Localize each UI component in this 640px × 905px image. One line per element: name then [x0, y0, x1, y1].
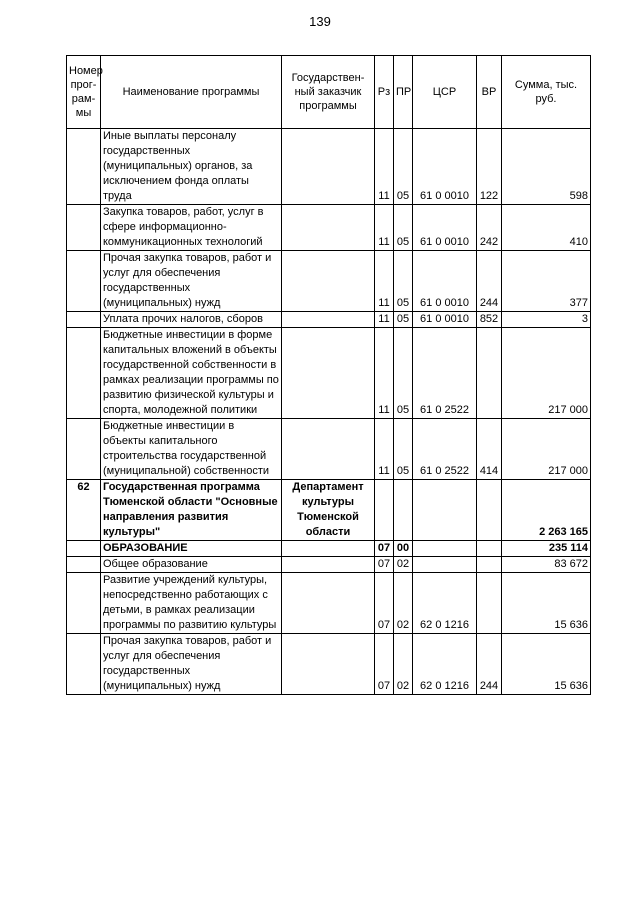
cell-sum: 15 636	[502, 573, 591, 634]
cell-vr	[477, 573, 502, 634]
cell-rz: 11	[375, 328, 394, 419]
cell-csr	[413, 480, 477, 541]
cell-sum: 598	[502, 129, 591, 205]
cell-rz: 07	[375, 541, 394, 557]
cell-csr: 62 0 1216	[413, 573, 477, 634]
cell-vr: 122	[477, 129, 502, 205]
cell-vr	[477, 328, 502, 419]
cell-rz: 11	[375, 251, 394, 312]
cell-pr: 05	[394, 328, 413, 419]
table-row	[67, 419, 591, 480]
table-row	[67, 312, 591, 328]
table-row	[67, 634, 591, 695]
cell-pr: 05	[394, 312, 413, 328]
cell-sum: 377	[502, 251, 591, 312]
budget-table	[66, 55, 591, 695]
cell-rz: 07	[375, 573, 394, 634]
cell-num	[67, 205, 101, 251]
cell-customer: Департамент культуры Тюменской области	[282, 480, 375, 541]
cell-vr	[477, 480, 502, 541]
cell-csr: 61 0 0010	[413, 129, 477, 205]
cell-num	[67, 557, 101, 573]
cell-rz: 07	[375, 557, 394, 573]
cell-pr: 02	[394, 557, 413, 573]
table-row	[67, 205, 591, 251]
cell-num	[67, 573, 101, 634]
cell-pr: 02	[394, 573, 413, 634]
cell-pr: 02	[394, 634, 413, 695]
cell-vr: 852	[477, 312, 502, 328]
header-pr: ПР	[394, 56, 413, 129]
cell-csr: 61 0 0010	[413, 312, 477, 328]
cell-vr	[477, 557, 502, 573]
cell-customer	[282, 129, 375, 205]
cell-name: Прочая закупка товаров, работ и услуг для обеспечения государственных (муниципальных) нужд	[101, 251, 282, 312]
cell-name: Бюджетные инвестиции в объекты капитального строительства государственной (муниципальной) собственности	[101, 419, 282, 480]
header-csr: ЦСР	[413, 56, 477, 129]
header-rz: Рз	[375, 56, 394, 129]
cell-sum: 235 114	[502, 541, 591, 557]
cell-name: Закупка товаров, работ, услуг в сфере информационно-коммуникационных технологий	[101, 205, 282, 251]
cell-name: ОБРАЗОВАНИЕ	[101, 541, 282, 557]
cell-pr: 05	[394, 129, 413, 205]
cell-sum: 217 000	[502, 419, 591, 480]
cell-customer	[282, 205, 375, 251]
cell-vr	[477, 541, 502, 557]
cell-sum: 410	[502, 205, 591, 251]
cell-customer	[282, 573, 375, 634]
cell-customer	[282, 312, 375, 328]
cell-num	[67, 312, 101, 328]
cell-csr: 62 0 1216	[413, 634, 477, 695]
cell-pr: 00	[394, 541, 413, 557]
table-row	[67, 480, 591, 541]
cell-vr: 244	[477, 634, 502, 695]
cell-customer	[282, 251, 375, 312]
cell-name: Прочая закупка товаров, работ и услуг для обеспечения государственных (муниципальных) нужд	[101, 634, 282, 695]
table-row	[67, 573, 591, 634]
cell-num: 62	[67, 480, 101, 541]
table-row	[67, 541, 591, 557]
cell-vr: 244	[477, 251, 502, 312]
cell-rz: 11	[375, 205, 394, 251]
table-body	[67, 129, 591, 695]
header-num: Номер прог-рам-мы	[67, 56, 101, 129]
cell-customer	[282, 419, 375, 480]
cell-rz: 11	[375, 312, 394, 328]
cell-rz: 11	[375, 129, 394, 205]
cell-num	[67, 328, 101, 419]
cell-num	[67, 419, 101, 480]
cell-csr	[413, 557, 477, 573]
header-name: Наименование программы	[101, 56, 282, 129]
cell-sum: 15 636	[502, 634, 591, 695]
header-vr: ВР	[477, 56, 502, 129]
cell-customer	[282, 634, 375, 695]
cell-name: Развитие учреждений культуры, непосредственно работающих с детьми, в рамках реализации программы по развитию культуры	[101, 573, 282, 634]
cell-sum: 217 000	[502, 328, 591, 419]
cell-sum: 2 263 165	[502, 480, 591, 541]
cell-name: Уплата прочих налогов, сборов	[101, 312, 282, 328]
header-customer: Государствен-ный заказчик программы	[282, 56, 375, 129]
cell-rz: 11	[375, 419, 394, 480]
cell-pr: 05	[394, 419, 413, 480]
cell-customer	[282, 541, 375, 557]
cell-num	[67, 541, 101, 557]
cell-csr: 61 0 0010	[413, 205, 477, 251]
cell-customer	[282, 328, 375, 419]
cell-rz	[375, 480, 394, 541]
cell-csr: 61 0 2522	[413, 328, 477, 419]
cell-sum: 83 672	[502, 557, 591, 573]
cell-customer	[282, 557, 375, 573]
page-number: 139	[309, 14, 331, 29]
cell-vr: 414	[477, 419, 502, 480]
cell-name: Государственная программа Тюменской области "Основные направления развития культуры"	[101, 480, 282, 541]
cell-name: Общее образование	[101, 557, 282, 573]
cell-num	[67, 129, 101, 205]
cell-vr: 242	[477, 205, 502, 251]
cell-pr	[394, 480, 413, 541]
cell-sum: 3	[502, 312, 591, 328]
cell-pr: 05	[394, 205, 413, 251]
cell-name: Бюджетные инвестиции в форме капитальных вложений в объекты государственной собственности в рамках реализации программы по развитию физической культуры и спорта, молодежной политики	[101, 328, 282, 419]
cell-pr: 05	[394, 251, 413, 312]
table-row	[67, 129, 591, 205]
cell-csr: 61 0 2522	[413, 419, 477, 480]
cell-rz: 07	[375, 634, 394, 695]
table-header-row	[67, 56, 591, 129]
table-row	[67, 251, 591, 312]
cell-csr	[413, 541, 477, 557]
cell-num	[67, 634, 101, 695]
cell-csr: 61 0 0010	[413, 251, 477, 312]
cell-name: Иные выплаты персоналу государственных (муниципальных) органов, за исключением фонда оплаты труда	[101, 129, 282, 205]
header-sum: Сумма, тыс. руб.	[502, 56, 591, 129]
table-row	[67, 557, 591, 573]
table-row	[67, 328, 591, 419]
cell-num	[67, 251, 101, 312]
